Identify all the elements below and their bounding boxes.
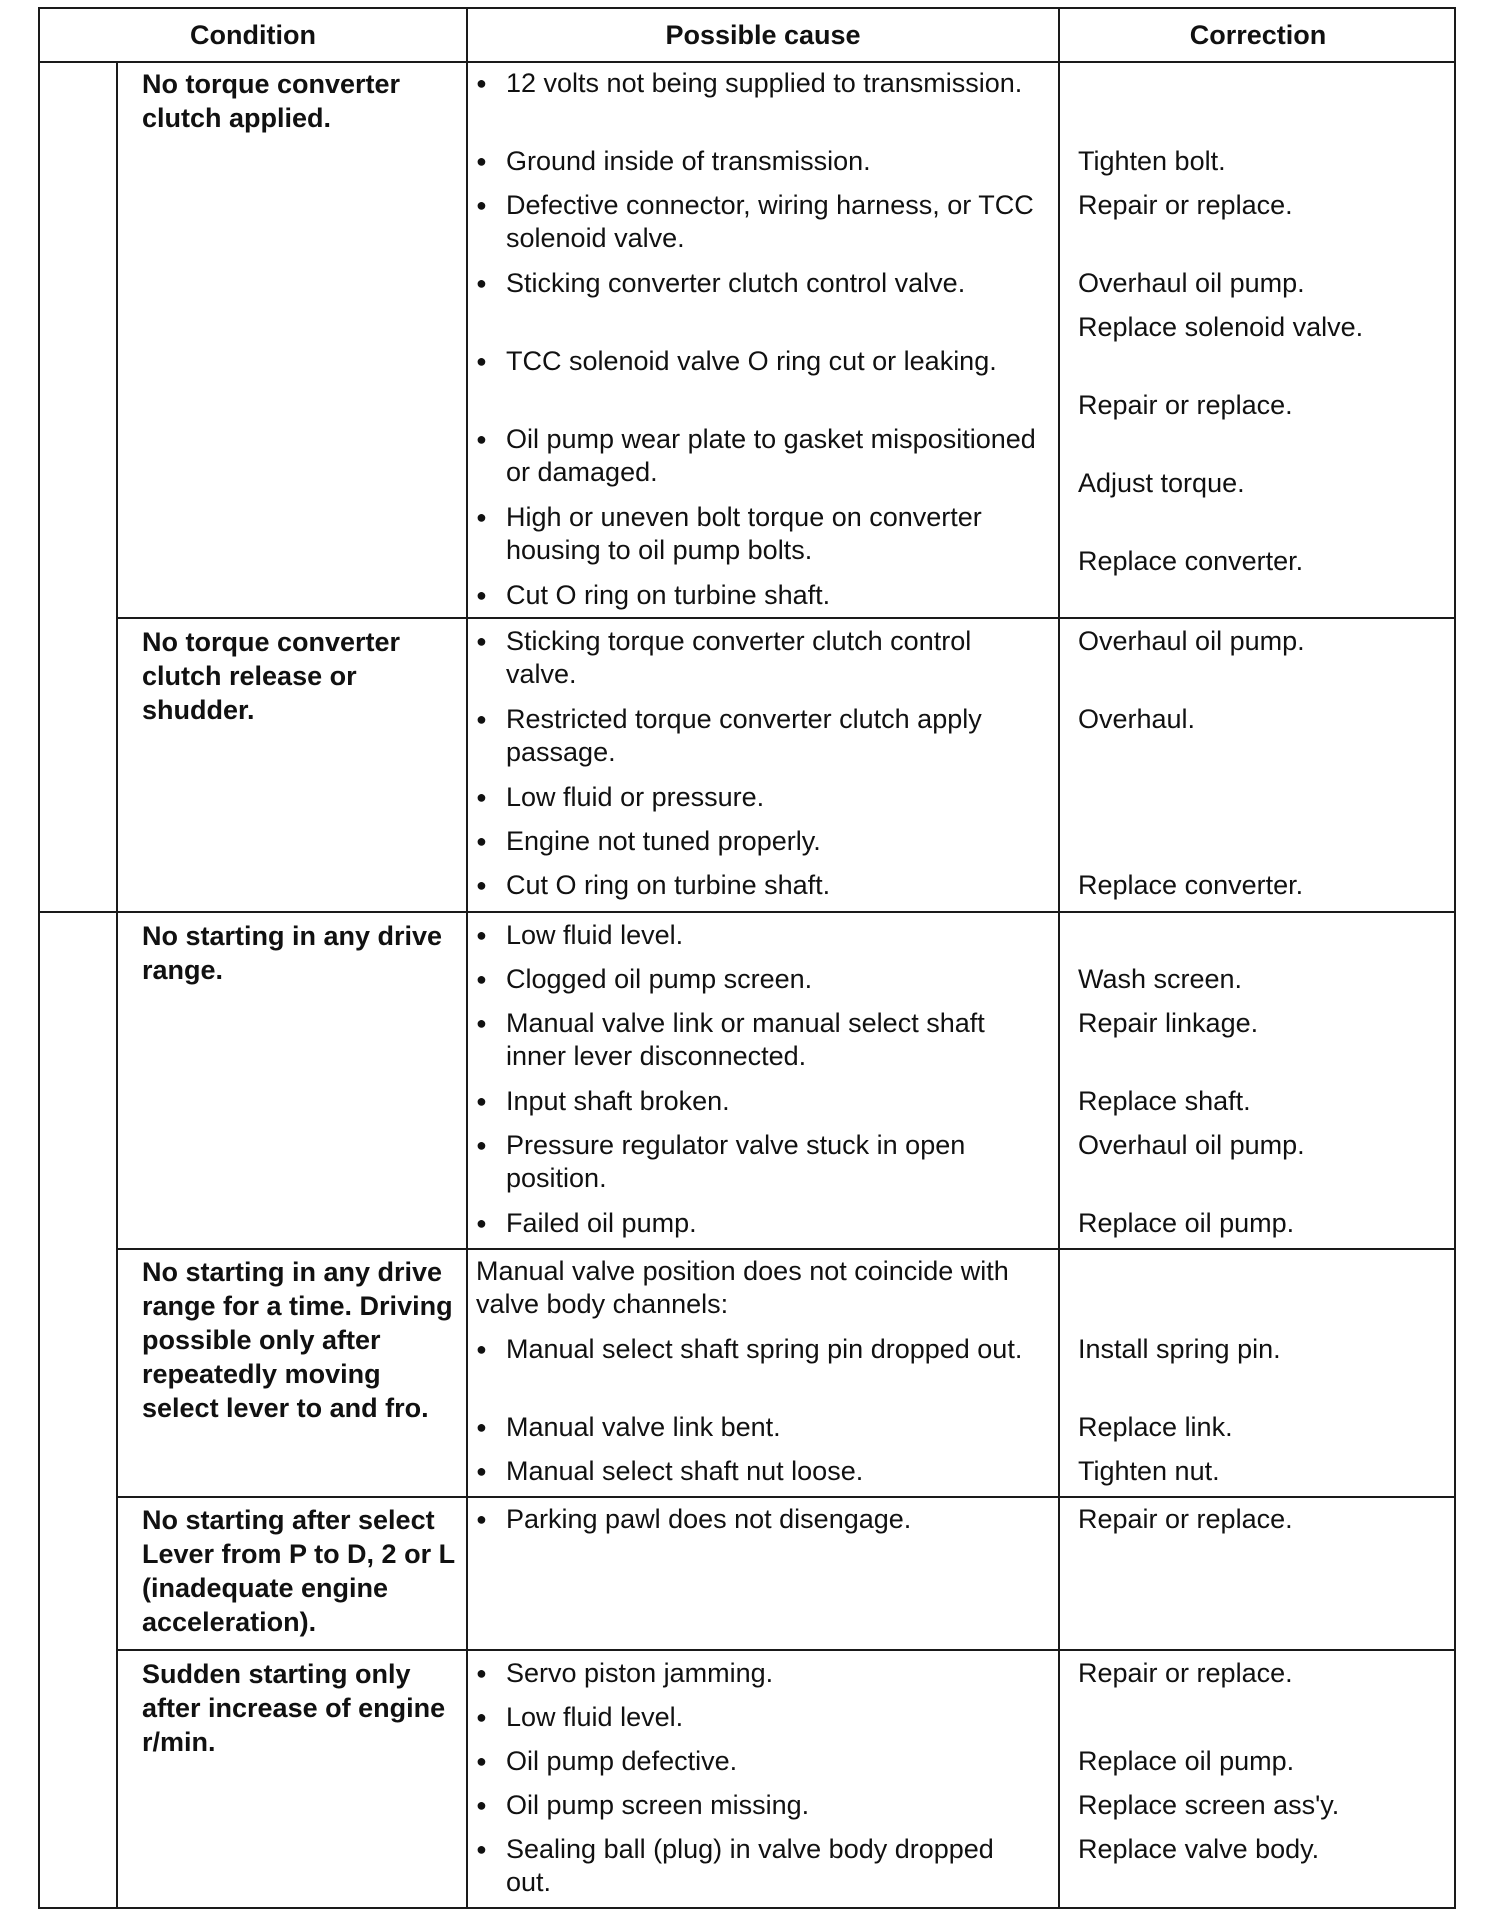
- correction-item: Tighten bolt.: [1078, 146, 1226, 176]
- section-divider: [40, 911, 1454, 913]
- cause-item: ● Low fluid level.: [476, 1701, 1036, 1734]
- condition-cell: Sudden starting only after increase of engine r/min.: [142, 1659, 446, 1757]
- correction-item: Replace oil pump.: [1078, 1746, 1295, 1776]
- header-condition: Condition: [190, 19, 316, 50]
- correction-item: Repair or replace.: [1078, 1658, 1293, 1688]
- correction-item: Repair linkage.: [1078, 1008, 1259, 1038]
- correction-item: Replace shaft.: [1078, 1086, 1251, 1116]
- cause-item: ● Manual valve link bent.: [476, 1411, 1036, 1444]
- cause-item: ● Manual select shaft nut loose.: [476, 1455, 1036, 1488]
- cause-item: ● Parking pawl does not disengage.: [476, 1503, 1036, 1536]
- cause-item: ● Engine not tuned properly.: [476, 825, 1036, 858]
- correction-column-line: [1058, 9, 1060, 1907]
- cause-item: ● Oil pump defective.: [476, 1745, 1036, 1778]
- correction-item: Adjust torque.: [1078, 468, 1245, 498]
- cause-item: ● Sticking torque converter clutch control valve.: [476, 625, 1036, 691]
- cause-item: ● Oil pump wear plate to gasket mispositioned or damaged.: [476, 423, 1036, 489]
- cause-item: ● Pressure regulator valve stuck in open position.: [476, 1129, 1036, 1195]
- header-correction: Correction: [1189, 19, 1327, 50]
- correction-item: Overhaul oil pump.: [1078, 268, 1305, 298]
- cause-item: ● Low fluid level.: [476, 919, 1036, 952]
- correction-item: Overhaul.: [1078, 704, 1196, 734]
- correction-item: Repair or replace.: [1078, 1504, 1293, 1534]
- correction-item: Replace link.: [1078, 1412, 1233, 1442]
- correction-item: Overhaul oil pump.: [1078, 626, 1305, 656]
- cause-item: ● Low fluid or pressure.: [476, 781, 1036, 814]
- correction-item: Replace solenoid valve.: [1078, 312, 1364, 342]
- section-divider: [116, 1649, 1454, 1651]
- cause-item: ● Clogged oil pump screen.: [476, 963, 1036, 996]
- cause-item: ● Failed oil pump.: [476, 1207, 1036, 1240]
- troubleshooting-table: [38, 7, 1456, 1909]
- correction-item: Replace oil pump.: [1078, 1208, 1295, 1238]
- condition-cell: No starting after select Lever from P to D, 2 or L (inadequate engine acceleration).: [142, 1505, 455, 1637]
- correction-item: Wash screen.: [1078, 964, 1243, 994]
- correction-item: Replace screen ass'y.: [1078, 1790, 1340, 1820]
- condition-cell: No torque converter clutch applied.: [142, 69, 401, 133]
- cause-column-line: [466, 9, 468, 1907]
- cause-item: ● Sticking converter clutch control valve.: [476, 267, 1036, 300]
- condition-cell: No torque converter clutch release or shudder.: [142, 627, 401, 725]
- correction-item: Tighten nut.: [1078, 1456, 1220, 1486]
- header-divider: [40, 61, 1454, 63]
- condition-cell: No starting in any drive range for a time. Driving possible only after repeatedly moving select lever to and fro.: [142, 1257, 453, 1423]
- cause-item: ● Manual select shaft spring pin dropped out.: [476, 1333, 1036, 1366]
- correction-item: Install spring pin.: [1078, 1334, 1281, 1364]
- cause-item: ● Manual valve link or manual select shaft inner lever disconnected.: [476, 1007, 1036, 1073]
- cause-item: ● TCC solenoid valve O ring cut or leaking.: [476, 345, 1036, 378]
- cause-intro: Manual valve position does not coincide with valve body channels:: [476, 1256, 1009, 1319]
- correction-item: Repair or replace.: [1078, 190, 1293, 220]
- group-column-line: [116, 63, 118, 1907]
- cause-item: ● Ground inside of transmission.: [476, 145, 1036, 178]
- cause-item: ● 12 volts not being supplied to transmission.: [476, 67, 1036, 100]
- section-divider: [116, 1248, 1454, 1250]
- cause-item: ● High or uneven bolt torque on converter housing to oil pump bolts.: [476, 501, 1036, 567]
- section-divider: [116, 617, 1454, 619]
- correction-item: Replace valve body.: [1078, 1834, 1320, 1864]
- cause-item: ● Cut O ring on turbine shaft.: [476, 869, 1036, 902]
- condition-cell: No starting in any drive range.: [142, 921, 443, 985]
- cause-item: ● Sealing ball (plug) in valve body dropped out.: [476, 1833, 1036, 1899]
- correction-item: Replace converter.: [1078, 546, 1304, 576]
- correction-item: Replace converter.: [1078, 870, 1304, 900]
- cause-item: ● Cut O ring on turbine shaft.: [476, 579, 1036, 612]
- correction-item: Repair or replace.: [1078, 390, 1293, 420]
- cause-item: ● Input shaft broken.: [476, 1085, 1036, 1118]
- correction-item: Overhaul oil pump.: [1078, 1130, 1305, 1160]
- cause-item: ● Defective connector, wiring harness, or TCC solenoid valve.: [476, 189, 1036, 255]
- cause-item: ● Oil pump screen missing.: [476, 1789, 1036, 1822]
- cause-item: ● Restricted torque converter clutch apply passage.: [476, 703, 1036, 769]
- header-cause: Possible cause: [665, 19, 861, 50]
- cause-item: ● Servo piston jamming.: [476, 1657, 1036, 1690]
- section-divider: [116, 1496, 1454, 1498]
